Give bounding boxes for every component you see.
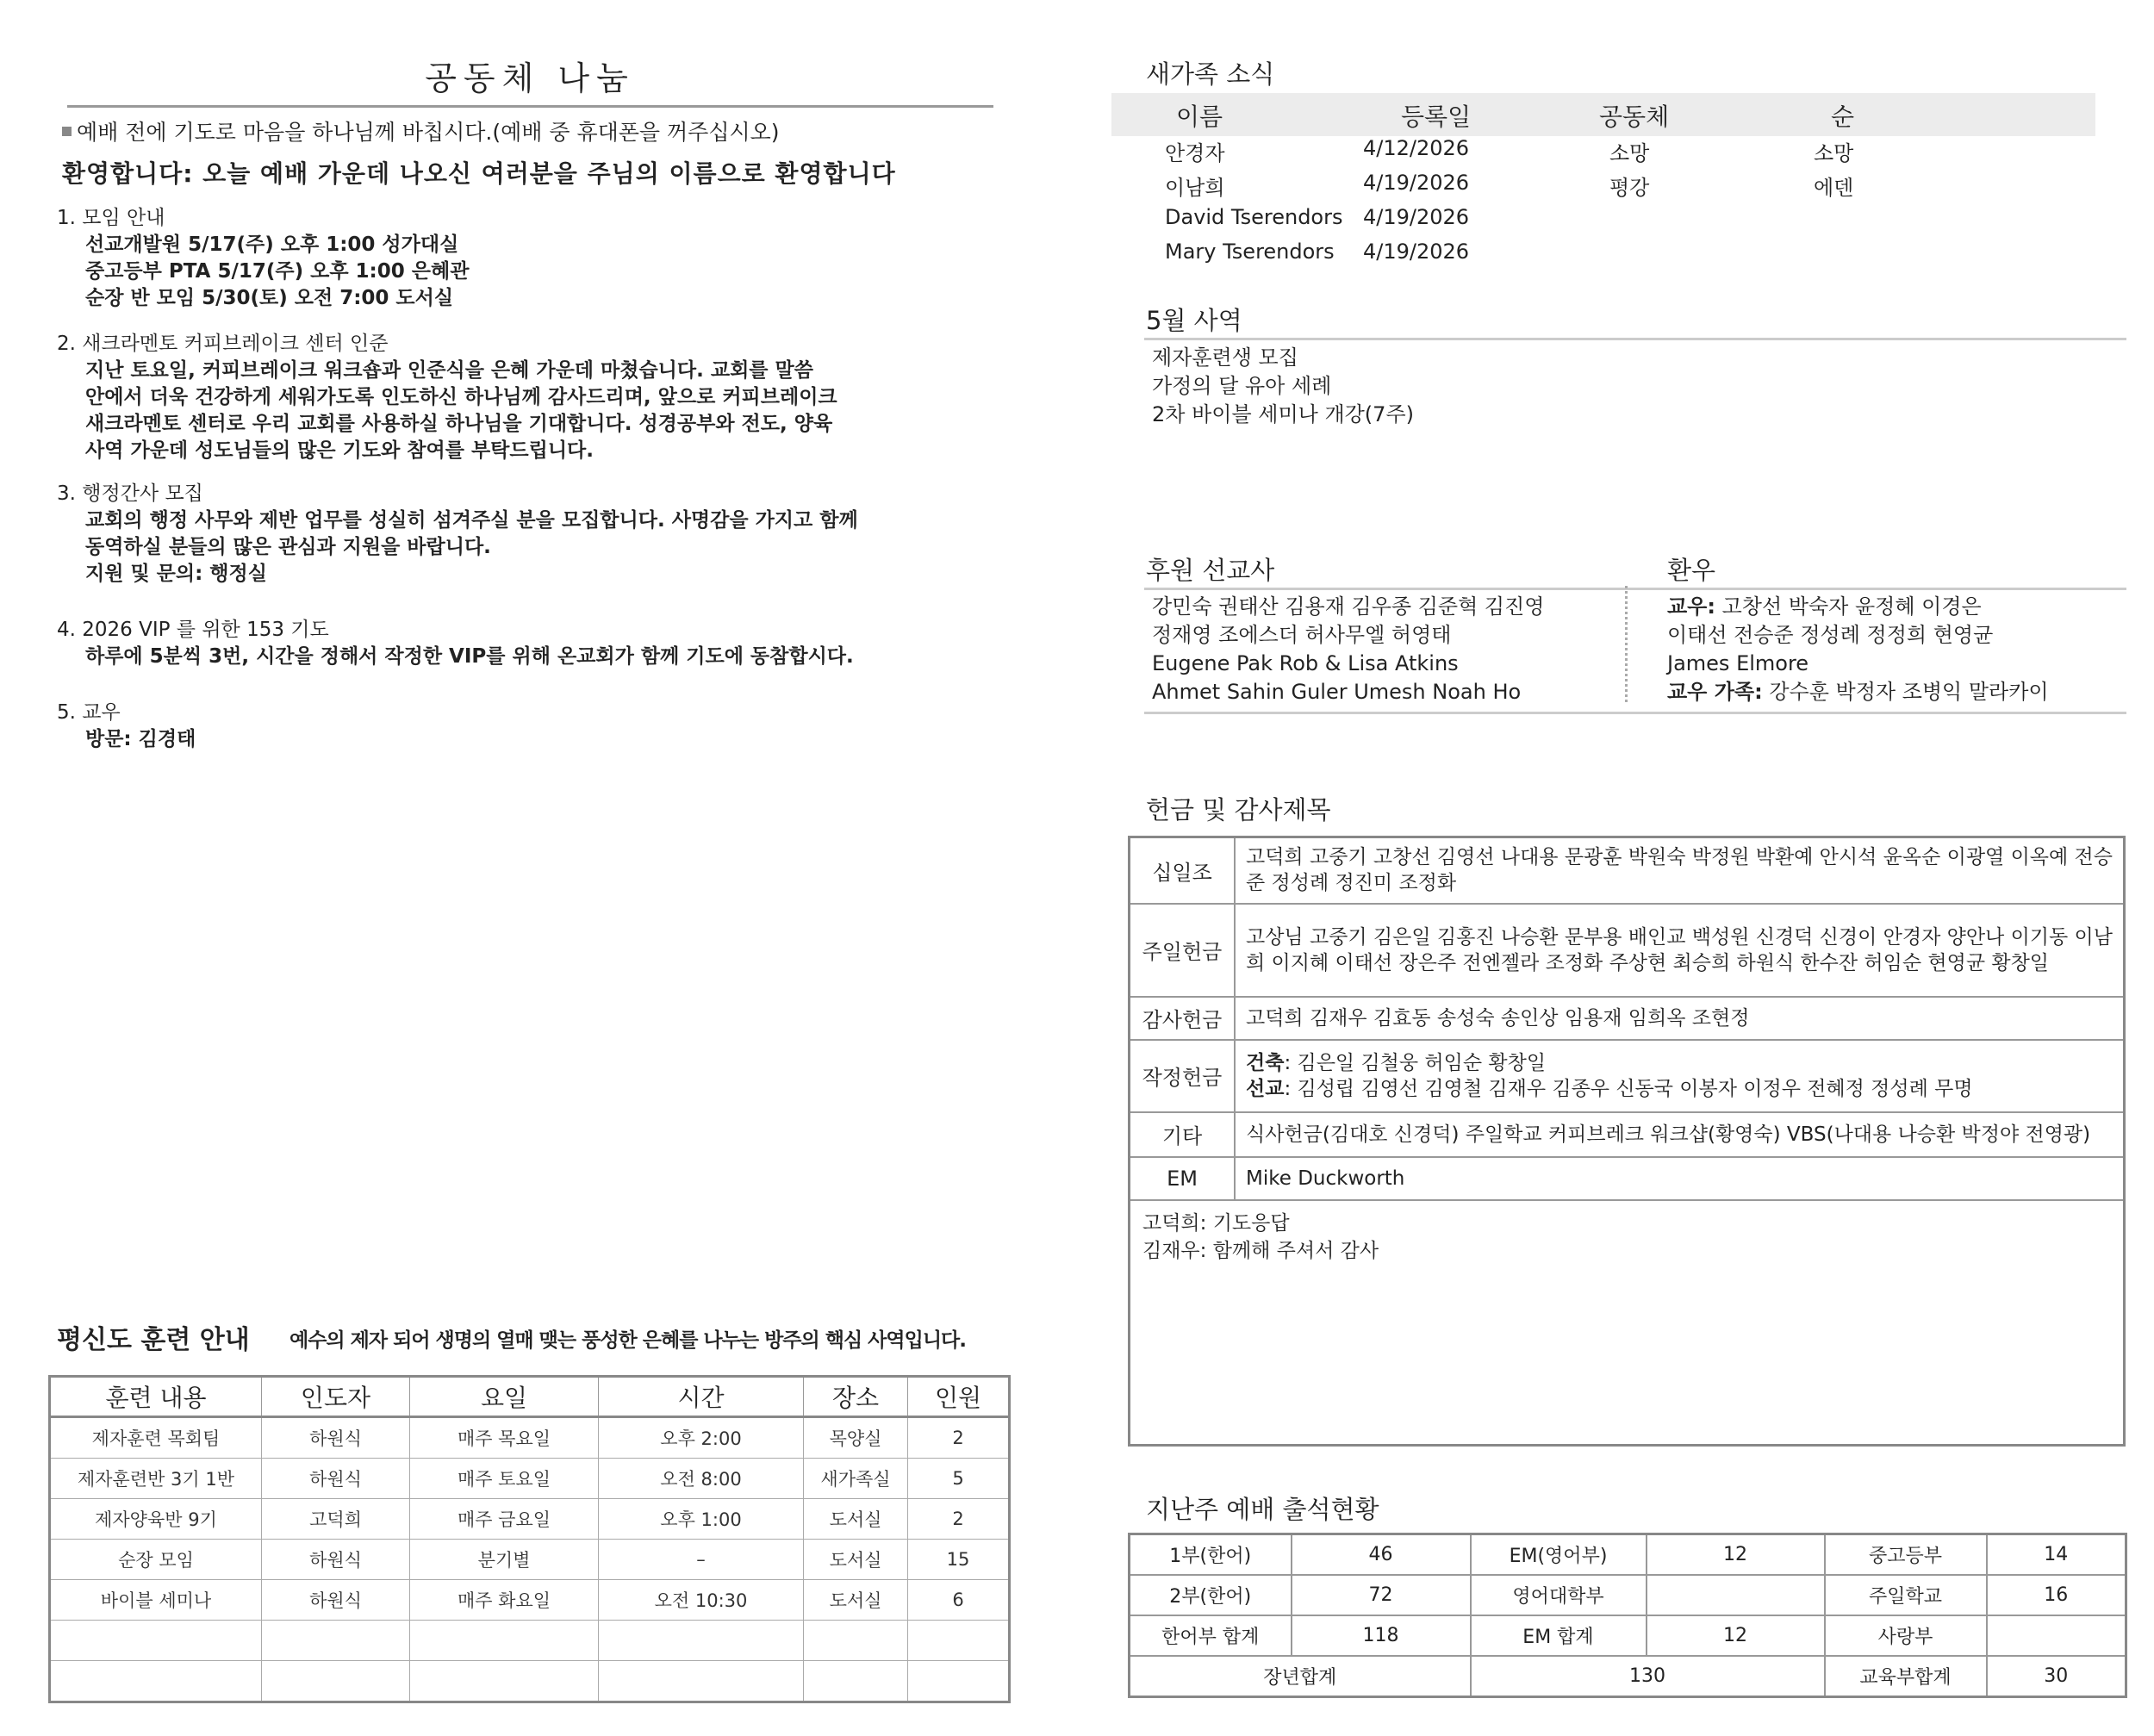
table-cell: 오전 8:00 [599, 1459, 804, 1499]
table-cell [410, 1661, 599, 1702]
table-cell: EM 합계 [1471, 1615, 1647, 1656]
table-cell: 하원식 [262, 1540, 410, 1580]
announcement-1 [57, 205, 996, 312]
table-cell: 매주 화요일 [410, 1580, 599, 1621]
may-events-list [1152, 344, 1414, 429]
table-row [50, 1540, 1010, 1580]
table-row [1130, 1112, 2125, 1157]
table-cell: 5 [908, 1459, 1010, 1499]
table-cell: 1부(한어) [1130, 1534, 1292, 1576]
table-cell: Mary Tserendors [1165, 240, 1335, 264]
offering-names [1235, 1040, 2125, 1112]
offerings-title: 헌금 및 감사제목 [1146, 795, 1331, 824]
table-cell: 분기별 [410, 1540, 599, 1580]
table-cell: 도서실 [804, 1540, 908, 1580]
table-cell [50, 1621, 262, 1661]
patients-names: 강수훈 박정자 조병익 말라카이 [1762, 680, 2049, 704]
table-cell: 4/12/2026 [1363, 136, 1470, 160]
table-row [1130, 997, 2125, 1040]
table-cell: 에덴 [1814, 176, 1854, 200]
table-cell: 오후 2:00 [599, 1417, 804, 1459]
table-row [50, 1459, 1010, 1499]
worship-notice [62, 115, 780, 146]
training-table [48, 1375, 1011, 1703]
table-cell: 오후 1:00 [599, 1499, 804, 1540]
table-cell: – [599, 1540, 804, 1580]
list-item: James Elmore [1667, 651, 1809, 675]
list-item: 2차 바이블 세미나 개강(7주) [1152, 402, 1414, 426]
table-cell [599, 1621, 804, 1661]
announcement-body: 선교개발원 5/17(주) 오후 1:00 성가대실 중고등부 PTA 5/17(주) 오후 1:00 은혜관 순장 반 모임 5/30(토) 오전 7:00 도서실 [85, 233, 470, 309]
offering-label: 감사헌금 [1130, 997, 1236, 1040]
table-cell: 제자훈련 목회팀 [50, 1417, 262, 1459]
announcement-heading: 2. 새크라멘토 커피브레이크 센터 인준 [57, 333, 389, 355]
pledge-type-label: 선교 [1246, 1077, 1285, 1100]
table-row [1130, 1615, 2126, 1656]
announcement-heading: 4. 2026 VIP 를 위한 153 기도 [57, 619, 329, 641]
table-cell: 하원식 [262, 1580, 410, 1621]
new-family-title: 새가족 소식 [1146, 59, 1275, 89]
offering-label: 십일조 [1130, 837, 1236, 904]
offering-names: 고덕희 고중기 고창선 김영선 나대용 문광훈 박원숙 박정원 박환예 안시석 윤옥순 이광열 이옥예 전승준 정성례 정진미 조정화 [1235, 837, 2125, 904]
announcement-heading: 5. 교우 [57, 701, 121, 724]
table-row [50, 1499, 1010, 1540]
table-cell: 72 [1292, 1575, 1471, 1615]
table-row [1130, 1200, 2125, 1446]
list-item: Eugene Pak Rob & Lisa Atkins [1152, 651, 1459, 675]
table-cell: 6 [908, 1580, 1010, 1621]
announcement-heading: 3. 행정간사 모집 [57, 482, 203, 505]
missionaries-title: 후원 선교사 [1146, 556, 1275, 585]
table-cell: 15 [908, 1540, 1010, 1580]
column-header: 요일 [410, 1377, 599, 1417]
table-cell: 소망 [1609, 141, 1650, 165]
table-cell: 순장 모임 [50, 1540, 262, 1580]
table-cell [262, 1621, 410, 1661]
column-header: 훈련 내용 [50, 1377, 262, 1417]
pledge-type-label: 건축 [1246, 1051, 1285, 1074]
welcome-message: 환영합니다: 오늘 예배 가운데 나오신 여러분을 주님의 이름으로 환영합니다 [62, 159, 896, 188]
table-cell: 130 [1471, 1656, 1825, 1697]
may-events-title: 5월 사역 [1146, 306, 1242, 335]
list-item: 고덕희: 기도응답 [1142, 1211, 1290, 1235]
announcement-body: 교회의 행정 사무와 제반 업무를 성실히 섬겨주실 분을 모집합니다. 사명감을 가지고 함께 동역하실 분들의 많은 관심과 지원을 바랍니다. 지원 및 문의: 행정실 [85, 509, 858, 585]
table-cell: 제자훈련반 3기 1반 [50, 1459, 262, 1499]
patients-label: 교우: [1667, 594, 1715, 619]
table-cell [50, 1661, 262, 1702]
table-row [1130, 1656, 2126, 1697]
table-cell: 고덕희 [262, 1499, 410, 1540]
table-cell: 영어대학부 [1471, 1575, 1647, 1615]
table-cell: 2부(한어) [1130, 1575, 1292, 1615]
table-row [1130, 1157, 2125, 1200]
table-row [1130, 837, 2125, 904]
table-cell: 14 [1987, 1534, 2126, 1576]
offerings-table [1128, 836, 2126, 1447]
table-cell: 하원식 [262, 1417, 410, 1459]
offering-names: 식사헌금(김대호 신경덕) 주일학교 커피브레크 워크샵(황영숙) VBS(나대용 나승환 박정야 전영광) [1235, 1112, 2125, 1157]
table-cell: 118 [1292, 1615, 1471, 1656]
table-cell: 목양실 [804, 1417, 908, 1459]
table-cell: 새가족실 [804, 1459, 908, 1499]
table-cell: 12 [1647, 1534, 1825, 1576]
table-cell [262, 1661, 410, 1702]
list-item: 정재영 조에스더 허사무엘 허영태 [1152, 623, 1452, 647]
table-cell: 2 [908, 1417, 1010, 1459]
table-row [50, 1661, 1010, 1702]
list-item: 김재우: 함께해 주셔서 감사 [1142, 1239, 1379, 1262]
table-cell: 안경자 [1165, 141, 1225, 165]
table-cell: 30 [1987, 1656, 2126, 1697]
table-cell: 장년합계 [1130, 1656, 1471, 1697]
table-cell [804, 1621, 908, 1661]
table-cell: 46 [1292, 1534, 1471, 1576]
column-header: 이름 [1176, 103, 1223, 131]
page-title: 공동체 나눔 [425, 59, 635, 97]
column-divider [1625, 586, 1628, 702]
list-item [1667, 593, 2049, 621]
announcement-3 [57, 481, 996, 588]
attendance-table [1128, 1533, 2127, 1698]
table-row [50, 1417, 1010, 1459]
table-row [1130, 904, 2125, 997]
table-cell: 12 [1647, 1615, 1825, 1656]
training-subtitle: 예수의 제자 되어 생명의 열매 맺는 풍성한 은혜를 나누는 방주의 핵심 사역입니다. [289, 1329, 967, 1352]
table-row [1130, 1040, 2125, 1112]
list-item: Ahmet Sahin Guler Umesh Noah Ho [1152, 680, 1522, 704]
column-header: 인도자 [262, 1377, 410, 1417]
table-cell: 매주 목요일 [410, 1417, 599, 1459]
section-divider [1144, 338, 2126, 340]
table-cell: 중고등부 [1825, 1534, 1987, 1576]
announcement-body: 방문: 김경태 [85, 728, 196, 750]
section-divider [1144, 712, 2126, 714]
table-cell: EM(영어부) [1471, 1534, 1647, 1576]
table-cell [908, 1661, 1010, 1702]
table-cell: 도서실 [804, 1580, 908, 1621]
offering-names: 고덕희 김재우 김효동 송성숙 송인상 임용재 임희옥 조현정 [1235, 997, 2125, 1040]
table-cell: 2 [908, 1499, 1010, 1540]
column-header: 시간 [599, 1377, 804, 1417]
patients-label: 교우 가족: [1667, 680, 1763, 704]
table-cell: 도서실 [804, 1499, 908, 1540]
table-cell [410, 1621, 599, 1661]
patients-names: 고창선 박숙자 윤정혜 이경은 [1715, 594, 1982, 619]
table-cell: 4/19/2026 [1363, 205, 1470, 229]
table-row [50, 1580, 1010, 1621]
table-cell [804, 1661, 908, 1702]
table-row [50, 1621, 1010, 1661]
announcement-2 [57, 331, 996, 464]
column-header: 인원 [908, 1377, 1010, 1417]
offering-label: 주일헌금 [1130, 904, 1236, 997]
column-header: 장소 [804, 1377, 908, 1417]
offering-label: 기타 [1130, 1112, 1236, 1157]
table-cell [1647, 1575, 1825, 1615]
offering-names: 고상님 고중기 김은일 김홍진 나승환 문부용 배인교 백성원 신경덕 신경이 안경자 양안나 이기동 이남희 이지혜 이태선 장은주 전엔젤라 조정화 주상현 최승희 하원식 한수잔 허임순 현영균 황창일 [1235, 904, 2125, 997]
pledge-names: : 김성립 김영선 김영철 김재우 김종우 신동국 이봉자 이정우 전혜정 정성례 무명 [1284, 1077, 1973, 1100]
notice-text: 예배 전에 기도로 마음을 하나님께 바칩시다.(예배 중 휴대폰을 꺼주십시오) [77, 120, 780, 145]
list-item: 가정의 달 유아 세례 [1152, 374, 1332, 398]
column-header: 순 [1831, 103, 1855, 131]
announcement-4 [57, 617, 996, 670]
table-cell: 하원식 [262, 1459, 410, 1499]
table-cell: 16 [1987, 1575, 2126, 1615]
section-divider [1144, 588, 2126, 590]
table-cell: 사랑부 [1825, 1615, 1987, 1656]
table-cell [1987, 1615, 2126, 1656]
announcement-body: 지난 토요일, 커피브레이크 워크숍과 인준식을 은혜 가운데 마쳤습니다. 교회를 말씀 안에서 더욱 건강하게 세워가도록 인도하신 하나님께 감사드리며, 앞으로 커피브레이크 새크라멘토 센터로 우리 교회를 사용하실 하나님을 기대합니다. 성경공부와 전도, 양육 사역 가운데 성도님들의 많은 기도와 참여를 부탁드립니다. [85, 359, 837, 462]
missionaries-list [1152, 593, 1544, 706]
list-item: 강민숙 권태산 김용재 김우종 김준혁 김진영 [1152, 594, 1545, 619]
list-item: 제자훈련생 모집 [1152, 345, 1298, 370]
table-cell: 소망 [1814, 141, 1854, 165]
patients-title: 환우 [1667, 556, 1716, 585]
thanks-notes [1130, 1200, 2125, 1446]
pledge-names: : 김은일 김철웅 허임순 황창일 [1284, 1051, 1547, 1074]
patients-list [1667, 593, 2049, 706]
table-cell: David Tserendors [1165, 205, 1343, 229]
announcement-5 [57, 700, 996, 753]
column-header: 공동체 [1599, 103, 1670, 131]
table-cell: 평강 [1609, 176, 1650, 200]
table-cell: 바이블 세미나 [50, 1580, 262, 1621]
table-cell: 한어부 합계 [1130, 1615, 1292, 1656]
table-row [1130, 1534, 2126, 1576]
square-bullet-icon [62, 127, 72, 136]
table-cell: 4/19/2026 [1363, 171, 1470, 195]
table-cell: 교육부합계 [1825, 1656, 1987, 1697]
table-cell: 4/19/2026 [1363, 240, 1470, 264]
offering-label: EM [1130, 1157, 1236, 1200]
table-row [1130, 1575, 2126, 1615]
table-cell: 주일학교 [1825, 1575, 1987, 1615]
table-cell: 매주 금요일 [410, 1499, 599, 1540]
table-cell [599, 1661, 804, 1702]
column-header: 등록일 [1401, 103, 1472, 131]
offering-label: 작정헌금 [1130, 1040, 1236, 1112]
table-cell: 제자양육반 9기 [50, 1499, 262, 1540]
table-cell [908, 1621, 1010, 1661]
title-divider [67, 105, 993, 108]
table-cell: 이남희 [1165, 176, 1225, 200]
announcement-body: 하루에 5분씩 3번, 시간을 정해서 작정한 VIP를 위해 온교회가 함께 기도에 동참합시다. [85, 645, 854, 668]
attendance-title: 지난주 예배 출석현황 [1146, 1495, 1379, 1524]
list-item: 이태선 전승준 정성례 정정희 현영균 [1667, 623, 1994, 647]
offering-names: Mike Duckworth [1235, 1157, 2125, 1200]
list-item [1667, 678, 2049, 706]
table-header-row [50, 1377, 1010, 1417]
table-cell: 오전 10:30 [599, 1580, 804, 1621]
training-title: 평신도 훈련 안내 [57, 1325, 250, 1355]
table-cell: 매주 토요일 [410, 1459, 599, 1499]
announcement-heading: 1. 모임 안내 [57, 207, 165, 229]
